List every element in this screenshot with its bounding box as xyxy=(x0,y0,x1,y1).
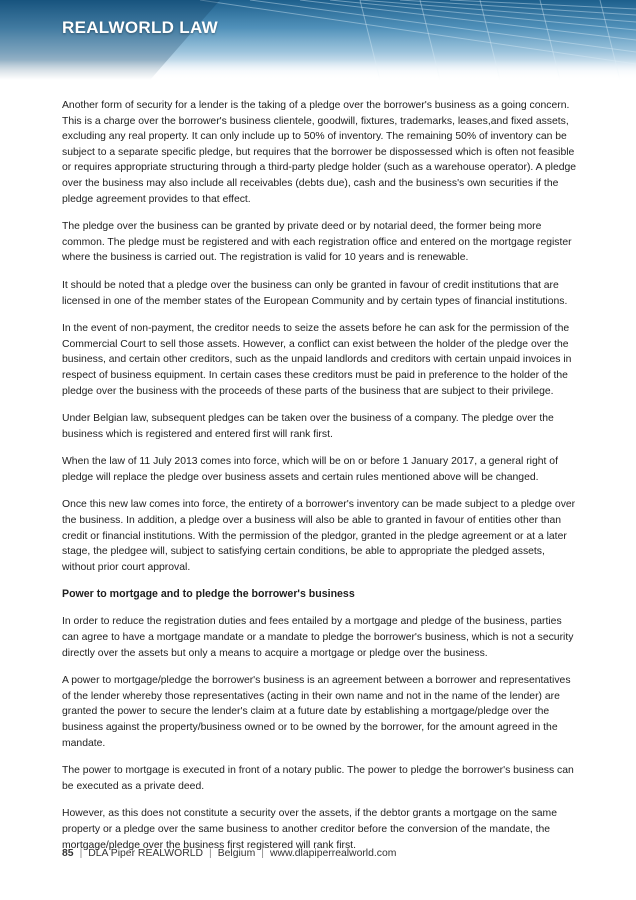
paragraph: However, as this does not constitute a security over the assets, if the debtor grants a mortgage on the same property or a pledge over the same business to another creditor before the conversion of the mandate, the mortgage/pledge over the business first registered will rank first. xyxy=(62,808,557,851)
paragraph: When the law of 11 July 2013 comes into force, which will be on or before 1 January 2017, a general right of pledge will replace the pledge over business assets and certain rules mentioned above will be changed. xyxy=(62,456,558,483)
paragraph: Under Belgian law, subsequent pledges can be taken over the business of a company. The pledge over the business which is registered and entered first will rank first. xyxy=(62,413,554,440)
website-link[interactable]: www.dlapiperrealworld.com xyxy=(269,848,397,859)
footer-separator: | xyxy=(79,848,83,859)
paragraph: A power to mortgage/pledge the borrower's business is an agreement between a borrower and representatives of the lender whereby those representatives (acting in their own name and not in the name of the lender) are granted the power to secure the lender's claim at a future date by establishing a mortgage/pledge over the business against the property/business owned or to be owned by the borrower, for the amount agreed in the mandate. xyxy=(62,675,571,749)
brand-title: REALWORLD LAW xyxy=(62,18,218,37)
section-heading: Power to mortgage and to pledge the borrower's business xyxy=(62,588,355,601)
page-footer xyxy=(62,848,396,859)
paragraph: The pledge over the business can be granted by private deed or by notarial deed, the former being more common. The pledge must be registered and with each registration office and entered on the mortgage register where the business is carried out. The registration is valid for 10 years and is renewable. xyxy=(62,221,572,264)
footer-separator: | xyxy=(261,848,264,859)
paragraph: Once this new law comes into force, the entirety of a borrower's inventory can be made subject to a pledge over the business. In addition, a pledge over a business will also be able to granted in favour of entities other than credit or financial institutions. With the permission of the pledgor, granted in the pledge agreement or at a later stage, the pledgee will, subject to satisfying certain conditions, be able to appropriate the pledged assets, without prior court approval. xyxy=(62,499,576,573)
page-number: 85 xyxy=(62,848,74,859)
building-facade-graphic xyxy=(0,0,636,80)
paragraph: It should be noted that a pledge over the business can only be granted in favour of credit institutions that are licensed in one of the member states of the European Community and by certain types of financial institutions. xyxy=(62,279,568,307)
footer-separator: | xyxy=(208,848,212,859)
country-name: Belgium xyxy=(217,848,256,859)
publication-name: DLA Piper REALWORLD xyxy=(88,848,203,859)
paragraph: Another form of security for a lender is the taking of a pledge over the borrower's business as a going concern. This is a charge over the borrower's business clientele, goodwill, fixtures, trademarks, leases,and fixed assets, excluding any real property. It can only include up to 50% of inventory. The remaining 50% of inventory can be subject to a separate specific pledge, but requires that the borrower be dispossessed which is often not feasible or requires appropriate structuring through a third-party pledge holder (such as a warehouse operator). A pledge over the business may also include all receivables (debts due), cash and the business's own securities if the pledge agreement provides to that effect. xyxy=(62,100,577,205)
paragraph: The power to mortgage is executed in front of a notary public. The power to pledge the borrower's business can be executed as a private deed. xyxy=(62,765,574,792)
article-body xyxy=(62,98,578,865)
paragraph: In order to reduce the registration duties and fees entailed by a mortgage and pledge of the business, parties can agree to have a mortgage mandate or a mandate to pledge the borrower's business, which is not a security directly over the assets but only a means to acquire a mortgage or pledge over the business. xyxy=(62,616,574,659)
header-banner xyxy=(0,0,636,80)
paragraph: In the event of non-payment, the creditor needs to seize the assets before he can ask for the permission of the Commercial Court to sell those assets. However, a conflict can exist between the holder of the pledge over the business, and certain other creditors, such as the unpaid landlords and creditors with certain unpaid invoices in respect of business equipment. In certain cases these creditors must be paid in preference to the holder of the pledge over the business with the proceeds of these parts of the business that are subject to their privilege. xyxy=(62,323,572,397)
